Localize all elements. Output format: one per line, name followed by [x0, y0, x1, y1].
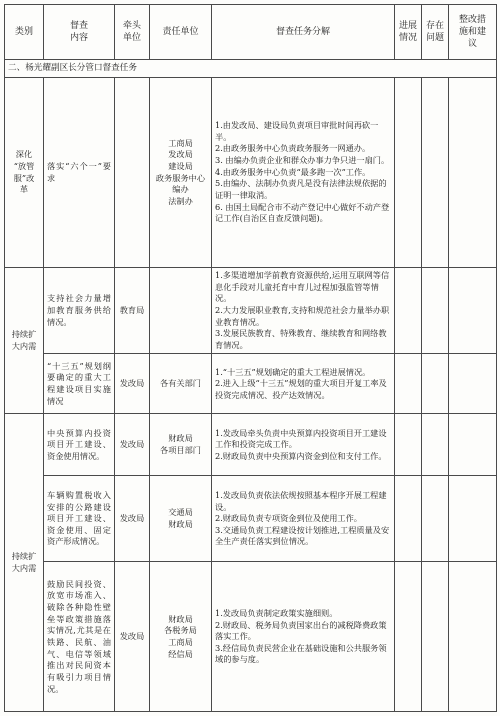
content-cell: 落实“六个一”要求 — [44, 78, 115, 268]
problems-cell — [422, 354, 449, 414]
task-item: 6. 由国土局配合市不动产登记中心做好不动产登记工作(自治区自查反馈问题)。 — [215, 201, 390, 224]
table-row — [5, 476, 497, 562]
responsible-unit: 发改局 — [168, 149, 193, 160]
header-content: 督查 内容 — [44, 5, 115, 60]
task-item: 3.经信局负责民营企业在基础设施和公共服务领域的参与度。 — [215, 642, 387, 665]
task-breakdown-cell — [212, 268, 395, 354]
responsible-unit-cell — [150, 354, 212, 414]
responsible-unit-cell — [150, 562, 212, 712]
responsible-unit: 财政局 — [168, 433, 193, 444]
task-item: 2.财政局负责专项资金到位及使用工作。 — [215, 513, 362, 524]
header-problems: 存在 问题 — [422, 5, 449, 60]
progress-cell — [395, 562, 422, 712]
table-row — [5, 354, 497, 414]
lead-unit-cell: 发改局 — [115, 562, 150, 712]
progress-cell — [395, 476, 422, 562]
suggestions-cell — [449, 78, 497, 268]
content-cell: 鼓励民间投资、放宽市场准入、破除各种隐性壁垒等政策措施落实情况,尤其是在铁路、民航、油气、电信等领域推出对民间资本有吸引力项目情况。 — [44, 562, 115, 712]
task-breakdown-cell — [212, 562, 395, 712]
suggestions-cell — [449, 414, 497, 476]
task-item: 1.发改局牵头负责中央预算内投资项目开工建设工作和投资完成工作。 — [215, 427, 387, 450]
category-cell: 持续扩 大内需 — [5, 414, 44, 712]
table-row — [5, 562, 497, 712]
content-cell: 中央预算内投资项目开工建设、资金使用情况。 — [44, 414, 115, 476]
content-cell: 车辆购置税收入安排的公路建设项目开工建设、资金使用、固定资产形成情况。 — [44, 476, 115, 562]
responsible-unit: 各税务局 — [164, 625, 197, 636]
supervision-table — [4, 4, 497, 712]
header-task-breakdown: 督查任务分解 — [212, 5, 395, 60]
category-cell: 深化 “放管 服”改 革 — [5, 78, 44, 268]
responsible-unit: 经信局 — [168, 648, 193, 659]
problems-cell — [422, 414, 449, 476]
section-row — [5, 60, 497, 78]
header-lead-unit: 牵头 单位 — [115, 5, 150, 60]
header-row — [5, 5, 497, 60]
task-item: 3. 由编办负责企业和群众办事力争只进一扇门。 — [215, 155, 390, 166]
task-item: 5.由编办、法制办负责凡是没有法律法规依据的证明一律取消。 — [215, 178, 387, 200]
responsible-unit: 财政局 — [168, 613, 193, 624]
content-cell: “十三五”规划纲要确定的重大工程建设项目实施情况 — [44, 354, 115, 414]
task-item: 1.由发改局、建设局负责项目审批时间再砍一半。 — [215, 120, 379, 142]
lead-unit-cell — [115, 78, 150, 268]
responsible-unit-cell — [150, 414, 212, 476]
lead-unit-cell: 教育局 — [115, 268, 150, 354]
header-suggestions: 整改措 施和建 议 — [449, 5, 497, 60]
problems-cell — [422, 268, 449, 354]
task-item: 1.发改局负责制定政策实施细则。 — [215, 607, 338, 618]
responsible-unit-cell — [150, 78, 212, 268]
task-item: 4.由政务服务中心负责“最多跑一次”工作。 — [215, 166, 371, 177]
task-item: 2.财政局负责中央预算内资金到位和支付工作。 — [215, 450, 387, 461]
table-row — [5, 414, 497, 476]
category-cell: 持续扩 大内需 — [5, 268, 44, 414]
task-item: 2.进入上级“十三五”规划的重大项目开复工率及投资完成情况、投产达效情况。 — [215, 378, 387, 400]
suggestions-cell — [449, 268, 497, 354]
responsible-unit-cell — [150, 476, 212, 562]
progress-cell — [395, 78, 422, 268]
task-breakdown-cell — [212, 354, 395, 414]
table-row — [5, 268, 497, 354]
responsible-unit-cell — [150, 268, 212, 354]
header-progress: 进展 情况 — [395, 5, 422, 60]
progress-cell — [395, 268, 422, 354]
problems-cell — [422, 476, 449, 562]
task-item: 2.财政局、税务局负责国家出台的减税降费政策落实工作。 — [215, 619, 387, 642]
section-title: 二、杨光耀副区长分管口督查任务 — [5, 60, 497, 78]
responsible-unit: 各有关部门 — [160, 378, 201, 389]
content-cell: 支持社会力量增加教育服务供给情况。 — [44, 268, 115, 354]
responsible-unit: 政务服务中心 — [155, 172, 206, 183]
problems-cell — [422, 78, 449, 268]
task-item: 3.交通局负责工程建设按计划推进,工程质量及安全生产责任落实到位情况。 — [215, 524, 390, 547]
task-breakdown-cell — [212, 414, 395, 476]
suggestions-cell — [449, 562, 497, 712]
responsible-unit: 编办 — [172, 184, 189, 195]
task-item: 2.大力发展职业教育,支持和规范社会力量举办职业教育情况。 — [215, 304, 390, 327]
task-item: 1.“十三五”规划确定的重大工程进展情况。 — [215, 366, 371, 377]
responsible-unit: 建设局 — [168, 160, 193, 171]
task-item: 2.由政务服务中心负责政务服务一网通办。 — [215, 143, 371, 154]
task-breakdown-cell — [212, 78, 395, 268]
header-responsible-unit: 责任单位 — [150, 5, 212, 60]
lead-unit-cell: 发改局 — [115, 476, 150, 562]
suggestions-cell — [449, 354, 497, 414]
progress-cell — [395, 354, 422, 414]
lead-unit-cell: 发改局 — [115, 414, 150, 476]
responsible-unit: 法制办 — [168, 195, 193, 206]
responsible-unit: 财政局 — [168, 518, 193, 529]
responsible-unit: 工商局 — [168, 137, 193, 148]
task-item: 3.发展民族教育、特殊教育、继续教育和网络教育情况。 — [215, 328, 387, 350]
header-category: 类别 — [5, 5, 44, 60]
task-breakdown-cell — [212, 476, 395, 562]
problems-cell — [422, 562, 449, 712]
suggestions-cell — [449, 476, 497, 562]
table-row — [5, 78, 497, 268]
lead-unit-cell: 发改局 — [115, 354, 150, 414]
responsible-unit: 各项目部门 — [160, 444, 201, 455]
responsible-unit: 工商局 — [168, 636, 193, 647]
task-item: 1.多渠道增加学前教育资源供给,运用互联网等信息化手段对儿童托育中育儿过程加强监管等情况。 — [215, 270, 390, 304]
progress-cell — [395, 414, 422, 476]
task-item: 1.发改局负责依法依规按照基本程序开展工程建设。 — [215, 489, 387, 512]
responsible-unit: 交通局 — [168, 507, 193, 518]
